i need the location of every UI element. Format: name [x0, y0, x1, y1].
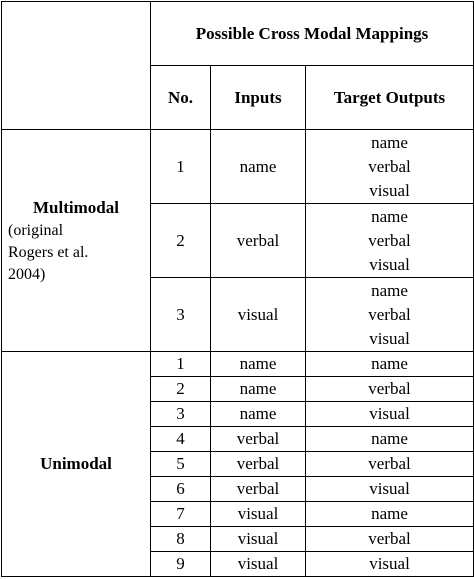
unimodal-input: name [211, 377, 306, 402]
unimodal-target: name [306, 502, 474, 527]
multimodal-row-1 [2, 130, 474, 204]
multimodal-input: visual [211, 278, 306, 352]
multimodal-no: 1 [151, 130, 211, 204]
target-output: name [371, 280, 408, 300]
target-output: visual [369, 180, 410, 200]
unimodal-no: 5 [151, 452, 211, 477]
unimodal-target: visual [306, 477, 474, 502]
target-output: visual [369, 254, 410, 274]
unimodal-target: visual [306, 552, 474, 577]
unimodal-no: 3 [151, 402, 211, 427]
multimodal-targets [306, 204, 474, 278]
target-output: verbal [368, 304, 411, 324]
unimodal-target: verbal [306, 452, 474, 477]
column-header-target-outputs: Target Outputs [306, 66, 474, 130]
corner-cell [2, 2, 151, 130]
unimodal-row-1 [2, 352, 474, 377]
column-header-no: No. [151, 66, 211, 130]
table-title: Possible Cross Modal Mappings [151, 2, 474, 66]
unimodal-target: visual [306, 402, 474, 427]
target-output: name [371, 206, 408, 226]
multimodal-no: 2 [151, 204, 211, 278]
unimodal-target: name [306, 427, 474, 452]
target-output: name [371, 132, 408, 152]
unimodal-no: 4 [151, 427, 211, 452]
unimodal-no: 1 [151, 352, 211, 377]
unimodal-no: 9 [151, 552, 211, 577]
unimodal-input: visual [211, 527, 306, 552]
mappings-table [1, 1, 474, 577]
unimodal-no: 8 [151, 527, 211, 552]
multimodal-note-line3: 2004) [8, 265, 46, 283]
multimodal-input: name [211, 130, 306, 204]
column-header-inputs: Inputs [211, 66, 306, 130]
unimodal-input: visual [211, 552, 306, 577]
unimodal-input: verbal [211, 427, 306, 452]
unimodal-input: name [211, 402, 306, 427]
multimodal-label: Multimodal [33, 197, 119, 217]
target-output: visual [369, 328, 410, 348]
unimodal-target: name [306, 352, 474, 377]
unimodal-target: verbal [306, 527, 474, 552]
unimodal-input: verbal [211, 452, 306, 477]
unimodal-input: name [211, 352, 306, 377]
multimodal-input: verbal [211, 204, 306, 278]
unimodal-no: 7 [151, 502, 211, 527]
header-row-title [2, 2, 474, 66]
unimodal-no: 2 [151, 377, 211, 402]
multimodal-targets [306, 278, 474, 352]
unimodal-group-label [2, 352, 151, 577]
unimodal-no: 6 [151, 477, 211, 502]
multimodal-note-line1: (original [8, 221, 64, 239]
unimodal-input: verbal [211, 477, 306, 502]
multimodal-no: 3 [151, 278, 211, 352]
target-output: verbal [368, 156, 411, 176]
unimodal-input: visual [211, 502, 306, 527]
multimodal-group-label [2, 130, 151, 352]
unimodal-label: Unimodal [40, 454, 112, 473]
target-output: verbal [368, 230, 411, 250]
unimodal-target: verbal [306, 377, 474, 402]
multimodal-note-line2: Rogers et al. [8, 243, 89, 261]
multimodal-targets [306, 130, 474, 204]
